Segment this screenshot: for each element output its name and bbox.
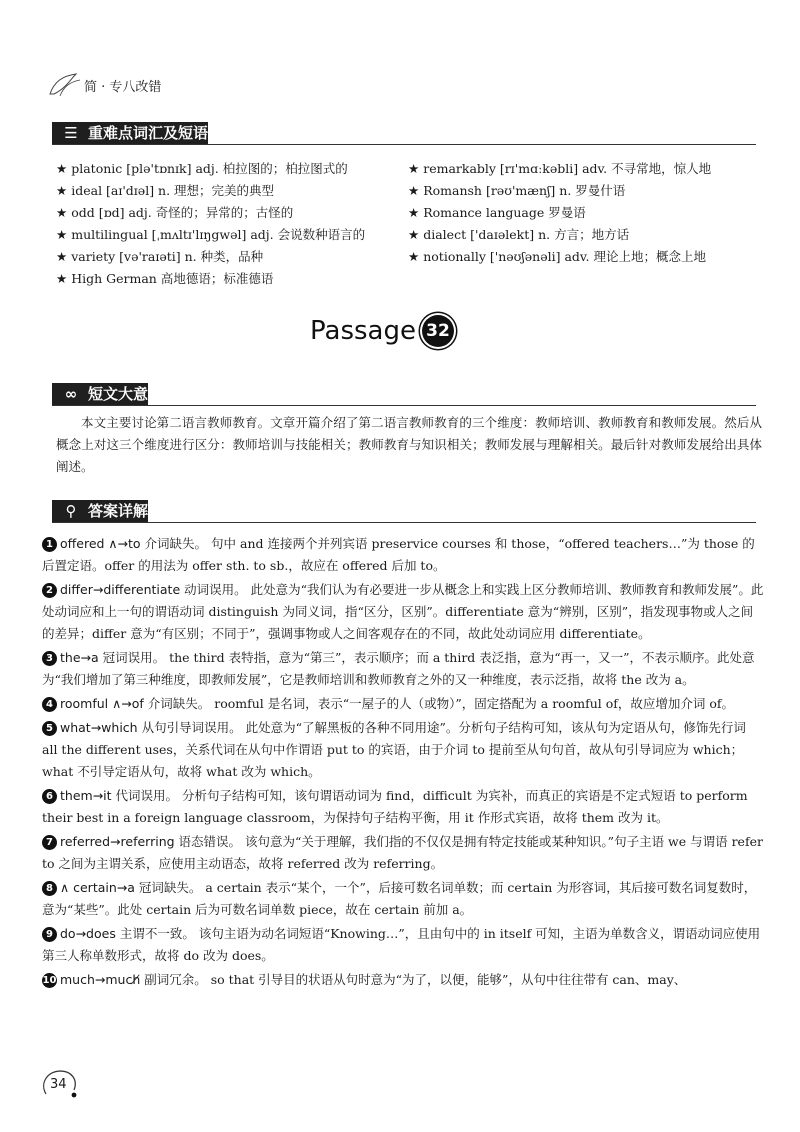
section-title: 重难点词汇及短语 <box>88 124 209 142</box>
passage-number-badge: 32 <box>422 315 454 347</box>
link-icon: ∞ <box>64 385 78 403</box>
magnifier-icon: ⚲ <box>65 502 77 520</box>
vocab-item: ★ Romansh [rəʊ'mænʃ] n. 罗曼什语 <box>408 183 626 198</box>
answer-correction: the→a 冠词误用。 <box>60 650 166 665</box>
list-icon: ☰ <box>64 124 78 142</box>
answer-number-badge: 1 <box>42 537 57 552</box>
answer-explanation: 此处意为“了解黑板的各种不同用途”。分析句子结构可知，该从句为定语从句，修饰先行词 all the different uses，关系代词在从句中作谓语 put to 的宾语，由于介词 to 提前至从句句首，故从句引导词应为 which；what 不引导定语从句，故将 what 改为 which。 <box>42 720 746 779</box>
vocab-list-right <box>408 158 711 268</box>
answer-number-badge: 2 <box>42 583 57 598</box>
answer-correction: offered ∧→to 介词缺失。 <box>60 536 208 551</box>
answer-explanation: 该句主语为动名词短语“Knowing…”，且由句中的 in itself 可知，主语为单数含义，谓语动词应使用第三人称单数形式，故将 do 改为 does。 <box>42 926 761 963</box>
star-icon: ★ <box>408 161 420 176</box>
answer-number-badge: 7 <box>42 835 57 850</box>
passage-word: Passage <box>310 316 416 346</box>
page-number-text: 34 <box>50 1077 67 1092</box>
vocab-item: ★ dialect ['daɪəlekt] n. 方言；地方话 <box>408 227 630 242</box>
vocab-item: ★ platonic [plə'tɒnɪk] adj. 柏拉图的；柏拉图式的 <box>56 161 348 176</box>
series-title: 简 · 专八改错 <box>84 80 162 95</box>
answer-correction: differ→differentiate 动词误用。 <box>60 582 247 597</box>
answer-correction: roomful ∧→of 介词缺失。 <box>60 696 211 711</box>
answer-item <box>42 647 764 691</box>
page-number <box>40 1068 80 1105</box>
answer-correction: them→it 代词误用。 <box>60 788 179 803</box>
answer-number-badge: 5 <box>42 721 57 736</box>
answer-explanation: 该句意为“关于理解，我们指的不仅仅是拥有特定技能或某种知识。”句子主语 we 与谓语 refer to 之间为主谓关系，应使用主动语态，故将 referred 改为 referring。 <box>42 834 763 871</box>
answer-correction: what→which 从句引导词误用。 <box>60 720 242 735</box>
star-icon: ★ <box>408 249 420 264</box>
answer-number-badge: 10 <box>42 975 57 986</box>
answer-explanation: 句中 and 连接两个并列宾语 preservice courses 和 those，“offered teachers…”为 those 的后置定语。offer 的用法为 offer sth. to sb.，故应在 offered 后加 to。 <box>42 536 755 573</box>
answer-correction: much→much̸ 副词冗余。 <box>60 972 207 987</box>
answer-item <box>42 717 764 783</box>
vocab-item: ★ remarkably [rɪ'mɑːkəbli] adv. 不寻常地，惊人地 <box>408 161 712 176</box>
answer-item <box>42 693 764 715</box>
answer-correction: ∧ certain→a 冠词缺失。 <box>60 880 202 895</box>
star-icon: ★ <box>56 249 68 264</box>
answer-item <box>42 785 764 829</box>
divider <box>52 144 756 145</box>
leaf-logo-icon <box>46 72 82 98</box>
answer-explanation: the third 表特指，意为“第三”，表示顺序；而 a third 表泛指，意为“再一，又一”，不表示顺序。此处意为“我们增加了第三种维度，即教师发展”，它是教师培训和教师教育之外的又一种维度，表示泛指，故将 the 改为 a。 <box>42 650 755 687</box>
star-icon: ★ <box>408 227 420 242</box>
answer-correction: referred→referring 语态错误。 <box>60 834 242 849</box>
star-icon: ★ <box>56 161 68 176</box>
answer-explanation: so that 引导目的状语从句时意为“为了，以便，能够”，从句中往往带有 can、may、 <box>210 972 687 987</box>
star-icon: ★ <box>408 205 420 220</box>
answer-number-badge: 4 <box>42 697 57 712</box>
vocab-list-left <box>56 158 365 290</box>
answer-explanation: roomful 是名词，表示“一屋子的人（或物）”，固定搭配为 a roomful of，故应增加介词 of。 <box>214 696 735 711</box>
answer-explanation: 此处意为“我们认为有必要进一步从概念上和实践上区分教师培训、教师教育和教师发展”。此处动词应和上一句的谓语动词 distinguish 为同义词，指“区分，区别”。differentiate 意为“辨别，区别”，指发现事物或人之间的差异；differ 意为“有区别；不同于”，强调事物或人之间客观存在的不同，故此处动词应用 differentiate。 <box>42 582 764 641</box>
answer-item <box>42 923 764 967</box>
vocab-item: ★ Romance language 罗曼语 <box>408 205 586 220</box>
answer-explanation: 分析句子结构可知，该句谓语动词为 find，difficult 为宾补，而真正的宾语是不定式短语 to perform their best in a foreign language classroom，为保持句子结构平衡，用 it 作形式宾语，故将 them 改为 it。 <box>42 788 748 825</box>
answer-number-badge: 6 <box>42 789 57 804</box>
star-icon: ★ <box>408 183 420 198</box>
answer-explanation: a certain 表示“某个，一个”，后接可数名词单数；而 certain 为形容词，其后接可数名词复数时，意为“某些”。此处 certain 后为可数名词单数 piece，故在 certain 前加 a。 <box>42 880 757 917</box>
answer-number-badge: 9 <box>42 927 57 942</box>
vocab-item: ★ variety [və'raɪəti] n. 种类，品种 <box>56 249 264 264</box>
section-banner-answers <box>52 500 148 522</box>
vocab-item: ★ notionally ['nəʊʃənəli] adv. 理论上地；概念上地 <box>408 249 706 264</box>
answer-item <box>42 877 764 921</box>
vocab-item: ★ odd [ɒd] adj. 奇怪的；异常的；古怪的 <box>56 205 294 220</box>
vocab-item: ★ multilingual [ˌmʌltɪ'lɪŋgwəl] adj. 会说数种语言的 <box>56 227 366 242</box>
vocab-item: ★ ideal [aɪ'dɪəl] n. 理想；完美的典型 <box>56 183 275 198</box>
star-icon: ★ <box>56 183 68 198</box>
answer-list <box>42 533 764 993</box>
section-banner-vocabulary <box>52 122 208 144</box>
vocab-item: ★ High German 高地德语；标准德语 <box>56 271 274 286</box>
answer-item <box>42 579 764 645</box>
passage-title <box>310 315 454 347</box>
answer-number-badge: 3 <box>42 651 57 666</box>
star-icon: ★ <box>56 227 68 242</box>
answer-number-badge: 8 <box>42 881 57 896</box>
answer-item <box>42 831 764 875</box>
star-icon: ★ <box>56 271 68 286</box>
section-title: 短文大意 <box>88 385 149 403</box>
divider <box>52 405 756 406</box>
answer-correction: do→does 主谓不一致。 <box>60 926 195 941</box>
star-icon: ★ <box>56 205 68 220</box>
answer-item <box>42 969 764 991</box>
section-title: 答案详解 <box>88 502 149 520</box>
divider <box>52 522 756 523</box>
answer-item <box>42 533 764 577</box>
section-banner-summary <box>52 383 148 405</box>
summary-paragraph: 本文主要讨论第二语言教师教育。文章开篇介绍了第二语言教师教育的三个维度：教师培训、教师教育和教师发展。然后从概念上对这三个维度进行区分：教师培训与技能相关；教师教育与知识相关；教师发展与理解相关。最后针对教师发展给出具体阐述。 <box>56 415 762 474</box>
